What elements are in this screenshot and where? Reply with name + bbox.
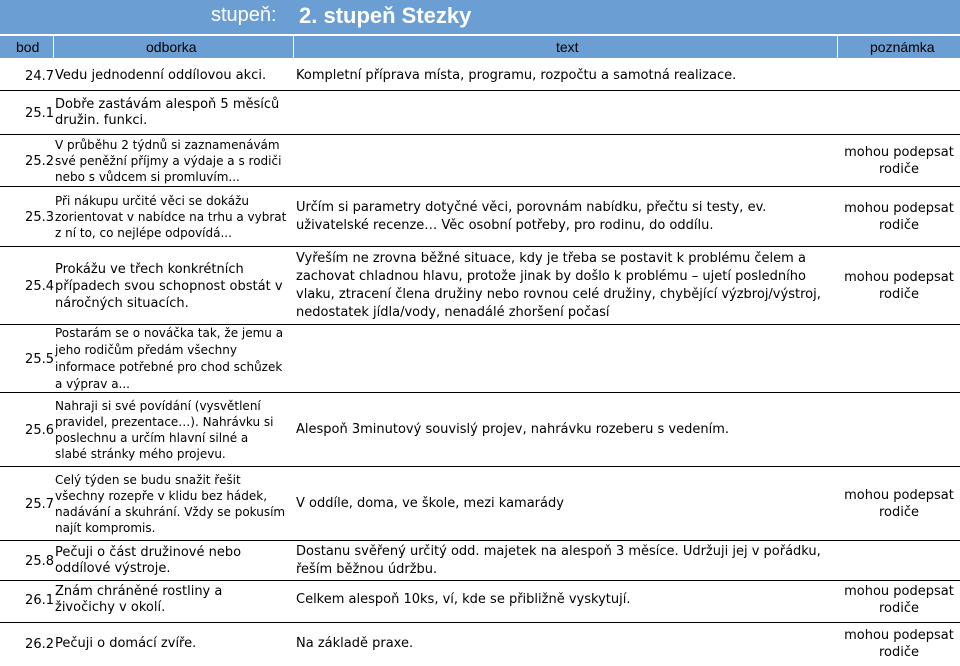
row-id: 25.6	[25, 422, 54, 438]
table-row	[0, 248, 960, 324]
table-header	[0, 36, 960, 58]
table-row	[0, 188, 960, 246]
row-separator	[0, 392, 960, 393]
row-text	[296, 92, 836, 134]
row-id: 25.1	[25, 105, 54, 121]
row-text: Na základě praxe.	[296, 636, 414, 651]
header-divider	[293, 36, 294, 58]
row-id: 25.5	[25, 351, 54, 367]
row-odborka: Vedu jednodenní oddílovou akci.	[55, 68, 267, 83]
header-divider	[53, 36, 54, 58]
table-row	[0, 542, 960, 580]
row-note: mohou podepsat rodiče	[844, 584, 954, 616]
row-odborka: Znám chráněné rostliny a živočichy v okolí.	[55, 584, 223, 615]
column-header-odborka: odborka	[146, 39, 197, 55]
row-id: 25.3	[25, 209, 54, 225]
column-header-text: text	[556, 39, 579, 55]
row-text: Určím si parametry dotyčné věci, porovnám nabídku, přečtu si testy, ev. uživatelské recenze… Věc osobní potřeby, pro rodinu, do oddílu.	[296, 200, 767, 233]
table-row	[0, 136, 960, 186]
row-odborka: V průběhu 2 týdnů si zaznamenávám své peněžní příjmy a výdaje a s rodiči nebo s vůdcem si promluvím...	[55, 138, 282, 184]
table-row	[0, 326, 960, 392]
row-odborka: Postarám se o nováčka tak, že jemu a jeho rodičům předám všechny informace potřebné pro chod schůzek a výprav a...	[55, 326, 284, 391]
header-divider	[837, 36, 838, 58]
row-odborka: Celý týden se budu snažit řešit všechny rozepře v klidu bez hádek, nadávání a skuhrání. Vždy se pokusím najít kompromis.	[55, 473, 286, 535]
row-separator	[0, 622, 960, 623]
row-separator	[0, 134, 960, 135]
row-text: Kompletní příprava místa, programu, rozpočtu a samotná realizace.	[296, 68, 737, 83]
row-note: mohou podepsat rodiče	[844, 270, 954, 302]
row-note: mohou podepsat rodiče	[844, 628, 954, 660]
row-note	[838, 542, 960, 580]
row-text: V oddíle, doma, ve škole, mezi kamarády	[296, 496, 564, 511]
row-separator	[0, 246, 960, 247]
table-row	[0, 62, 960, 90]
row-id: 25.7	[25, 496, 54, 512]
row-note: mohou podepsat rodiče	[844, 145, 954, 177]
row-separator	[0, 186, 960, 187]
row-separator	[0, 466, 960, 467]
row-text	[296, 326, 836, 392]
stage-label: stupeň:	[211, 4, 277, 26]
table-row	[0, 624, 960, 664]
row-id: 26.2	[25, 636, 54, 652]
table-row	[0, 582, 960, 618]
table-row	[0, 92, 960, 134]
row-separator	[0, 90, 960, 91]
row-odborka: Při nákupu určité věci se dokážu zorientovat v nabídce na trhu a vybrat z ní to, co nejlépe odpovídá...	[55, 194, 287, 240]
column-header-poznamka: poznámka	[870, 39, 935, 55]
row-odborka: Nahraji si své povídání (vysvětlení pravidel, prezentace…). Nahrávku si poslechnu a určím hlavní silné a slabé stránky mého projevu.	[55, 399, 274, 461]
row-id: 25.2	[25, 153, 54, 169]
row-text	[296, 136, 836, 186]
table-row	[0, 394, 960, 466]
row-note	[838, 92, 960, 134]
row-text: Vyřeším ne zrovna běžné situace, kdy je třeba se postavit k problému čelem a zachovat chladnou hlavu, protože jinak by došlo k problému – ujetí posledního vlaku, ztracení člena družiny nebo rovnou celé družiny, chybějící výzbroj/výstroj, nedostatek jídla/vody, nenadálé zhoršení počasí	[296, 251, 821, 320]
stage-title: 2. stupeň Stezky	[299, 3, 472, 28]
title-bar	[0, 0, 960, 34]
row-id: 26.1	[25, 592, 54, 608]
row-text: Celkem alespoň 10ks, ví, kde se přibližně vyskytují.	[296, 592, 631, 607]
row-separator	[0, 580, 960, 581]
row-id: 24.7	[25, 68, 54, 84]
row-odborka: Pečuji o část družinové nebo oddílové výstroje.	[55, 545, 242, 576]
row-note: mohou podepsat rodiče	[844, 488, 954, 520]
column-header-bod: bod	[16, 39, 40, 55]
row-note	[838, 394, 960, 466]
row-odborka: Dobře zastávám alespoň 5 měsíců družin. funkci.	[55, 97, 280, 128]
row-separator	[0, 540, 960, 541]
row-text: Alespoň 3minutový souvislý projev, nahrávku rozeberu s vedením.	[296, 422, 730, 437]
row-odborka: Pečuji o domácí zvíře.	[55, 636, 197, 651]
row-id: 25.4	[25, 278, 54, 294]
row-note	[838, 62, 960, 90]
row-odborka: Prokážu ve třech konkrétních případech svou schopnost obstát v náročných situacích.	[55, 261, 283, 311]
row-text: Dostanu svěřený určitý odd. majetek na alespoň 3 měsíce. Udržuji jej v pořádku, řeším běžnou údržbu.	[296, 544, 821, 577]
row-note: mohou podepsat rodiče	[844, 201, 954, 233]
row-note	[838, 326, 960, 392]
row-id: 25.8	[25, 553, 54, 569]
table-row	[0, 468, 960, 540]
